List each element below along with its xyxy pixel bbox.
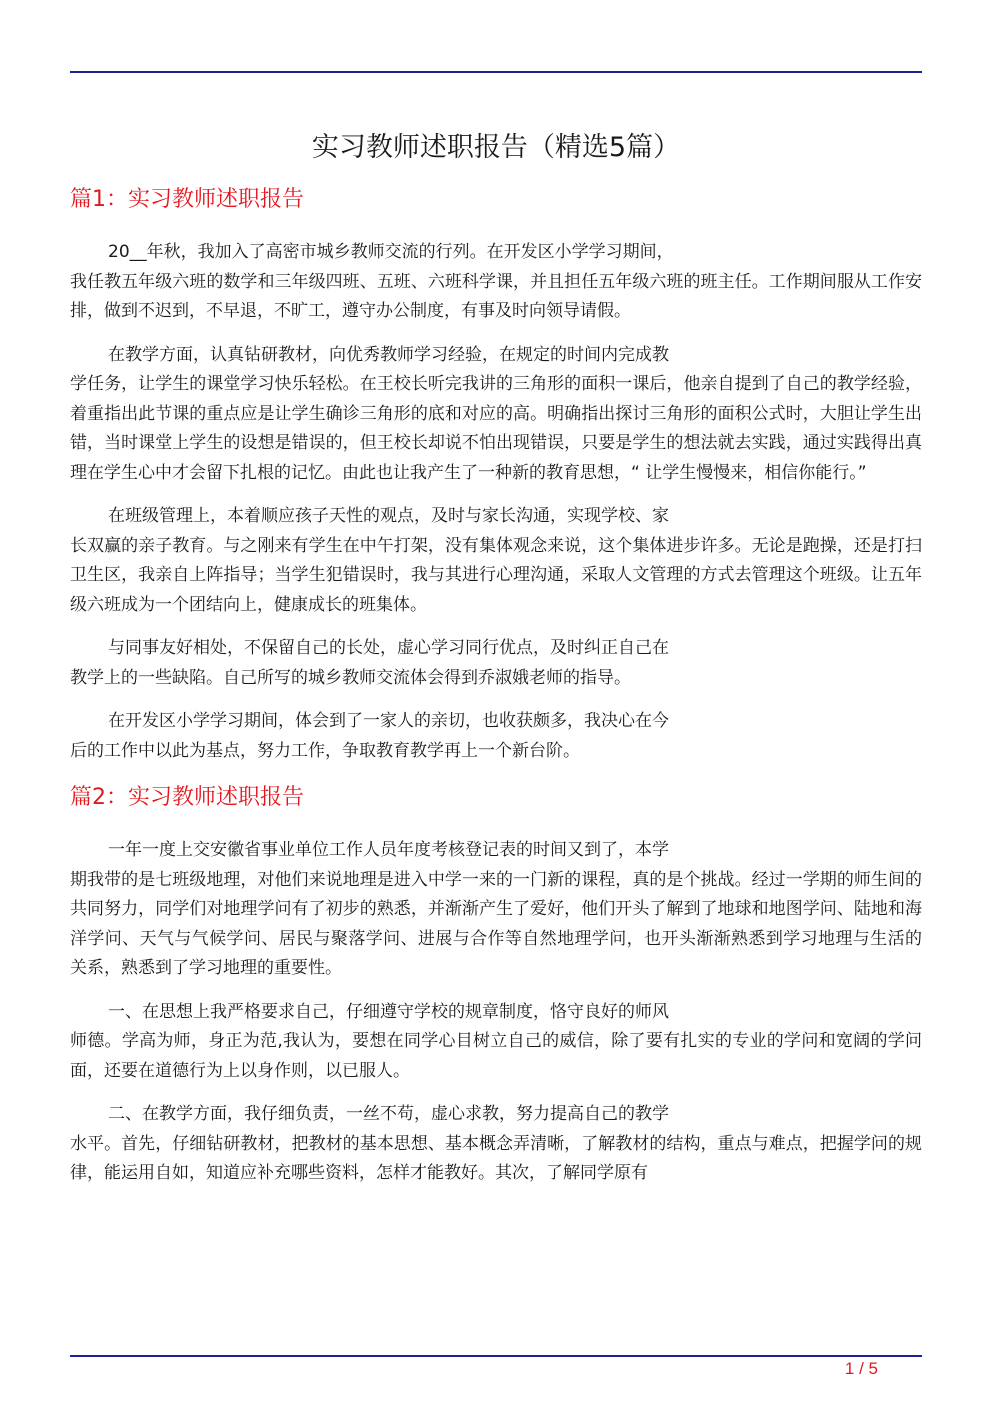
paragraph-first-line: 在开发区小学学习期间，体会到了一家人的亲切，也收获颇多，我决心在今: [108, 711, 669, 731]
paragraph: [70, 1100, 922, 1189]
paragraph-body: 长双赢的亲子教育。与之刚来有学生在中午打架，没有集体观念来说，这个集体进步许多。无论是跑操，还是打扫卫生区，我亲自上阵指导；当学生犯错误时，我与其进行心理沟通，采取人文管理的方式去管理这个班级。让五年级六班成为一个团结向上，健康成长的班集体。: [70, 535, 922, 615]
page-number: 1 / 5: [844, 1359, 878, 1378]
section-2: [70, 782, 922, 1189]
paragraph-first-line: 20__年秋，我加入了高密市城乡教师交流的行列。在开发区小学学习期间，: [108, 242, 674, 262]
paragraph-body: 师德。学高为师，身正为范,我认为，要想在同学心目树立自己的威信，除了要有扎实的专业的学问和宽阔的学问面，还要在道德行为上以身作则，以已服人。: [70, 1031, 922, 1081]
paragraph-first-line: 一、在思想上我严格要求自己，仔细遵守学校的规章制度，恪守良好的师风: [108, 1001, 669, 1022]
paragraph: [70, 998, 922, 1087]
paragraph-body: 我任教五年级六班的数学和三年级四班、五班、六班科学课，并且担任五年级六班的班主任。工作期间服从工作安排，做到不迟到，不早退，不旷工，遵守办公制度，有事及时向领导请假。: [70, 271, 922, 321]
paragraph-body: 期我带的是七班级地理，对他们来说地理是进入中学一来的一门新的课程，真的是个挑战。经过一学期的师生间的共同努力，同学们对地理学问有了初步的熟悉，并渐渐产生了爱好，他们开头了解到了地球和地图学问、陆地和海洋学问、天气与气候学问、居民与聚落学问、进展与合作等自然地理学问，也开头渐渐熟悉到学习地理与生活的 关系，熟悉到了学习地理的重要性。: [70, 869, 922, 978]
document-body: [70, 128, 922, 1203]
paragraph: [70, 707, 922, 766]
paragraph: [70, 238, 922, 327]
paragraph-first-line: 在班级管理上，本着顺应孩子天性的观点，及时与家长沟通，实现学校、家: [108, 506, 669, 526]
section-1: [70, 184, 922, 766]
paragraph-body: 后的工作中以此为基点，努力工作，争取教育教学再上一个新台阶。: [70, 740, 580, 761]
paragraph: [70, 836, 922, 984]
paragraph-first-line: 在教学方面，认真钻研教材，向优秀教师学习经验，在规定的时间内完成教: [108, 344, 669, 365]
paragraph-body: 学任务，让学生的课堂学习快乐轻松。在王校长听完我讲的三角形的面积一课后，他亲自提到了自己的教学经验，着重指出此节课的重点应是让学生确诊三角形的底和对应的高。明确指出探讨三角形的面积公式时，大胆让学生出错，当时课堂上学生的设想是错误的，但王校长却说不怕出现错误，只要是学生的想法就去实践，通过实践得出真理在学生心中才会留下扎根的记忆。由此也让我产生了一种新的教育思想，“ 让学生慢慢来，相信你能行。”: [70, 374, 922, 483]
paragraph: [70, 502, 922, 620]
paragraph-body: 水平。首先，仔细钻研教材，把教材的基本思想、基本概念弄清晰，了解教材的结构，重点与难点，把握学问的规律，能运用自如，知道应补充哪些资料，怎样才能教好。其次，了解同学原有: [70, 1133, 922, 1183]
section-heading: 篇2：实习教师述职报告: [70, 785, 304, 810]
paragraph: [70, 634, 922, 693]
paragraph: [70, 341, 922, 489]
paragraph-first-line: 一年一度上交安徽省事业单位工作人员年度考核登记表的时间又到了，本学: [108, 840, 669, 860]
paragraph-first-line: 二、在教学方面，我仔细负责，一丝不苟，虚心求教，努力提高自己的教学: [108, 1104, 669, 1124]
header-rule: [70, 71, 922, 73]
paragraph-first-line: 与同事友好相处，不保留自己的长处，虚心学习同行优点，及时纠正自己在: [108, 638, 669, 658]
document-title: 实习教师述职报告（精选5篇）: [311, 132, 681, 163]
footer-rule: [70, 1355, 922, 1357]
paragraph-body: 教学上的一些缺陷。自己所写的城乡教师交流体会得到乔淑娥老师的指导。: [70, 667, 631, 688]
section-heading: 篇1：实习教师述职报告: [70, 187, 304, 212]
